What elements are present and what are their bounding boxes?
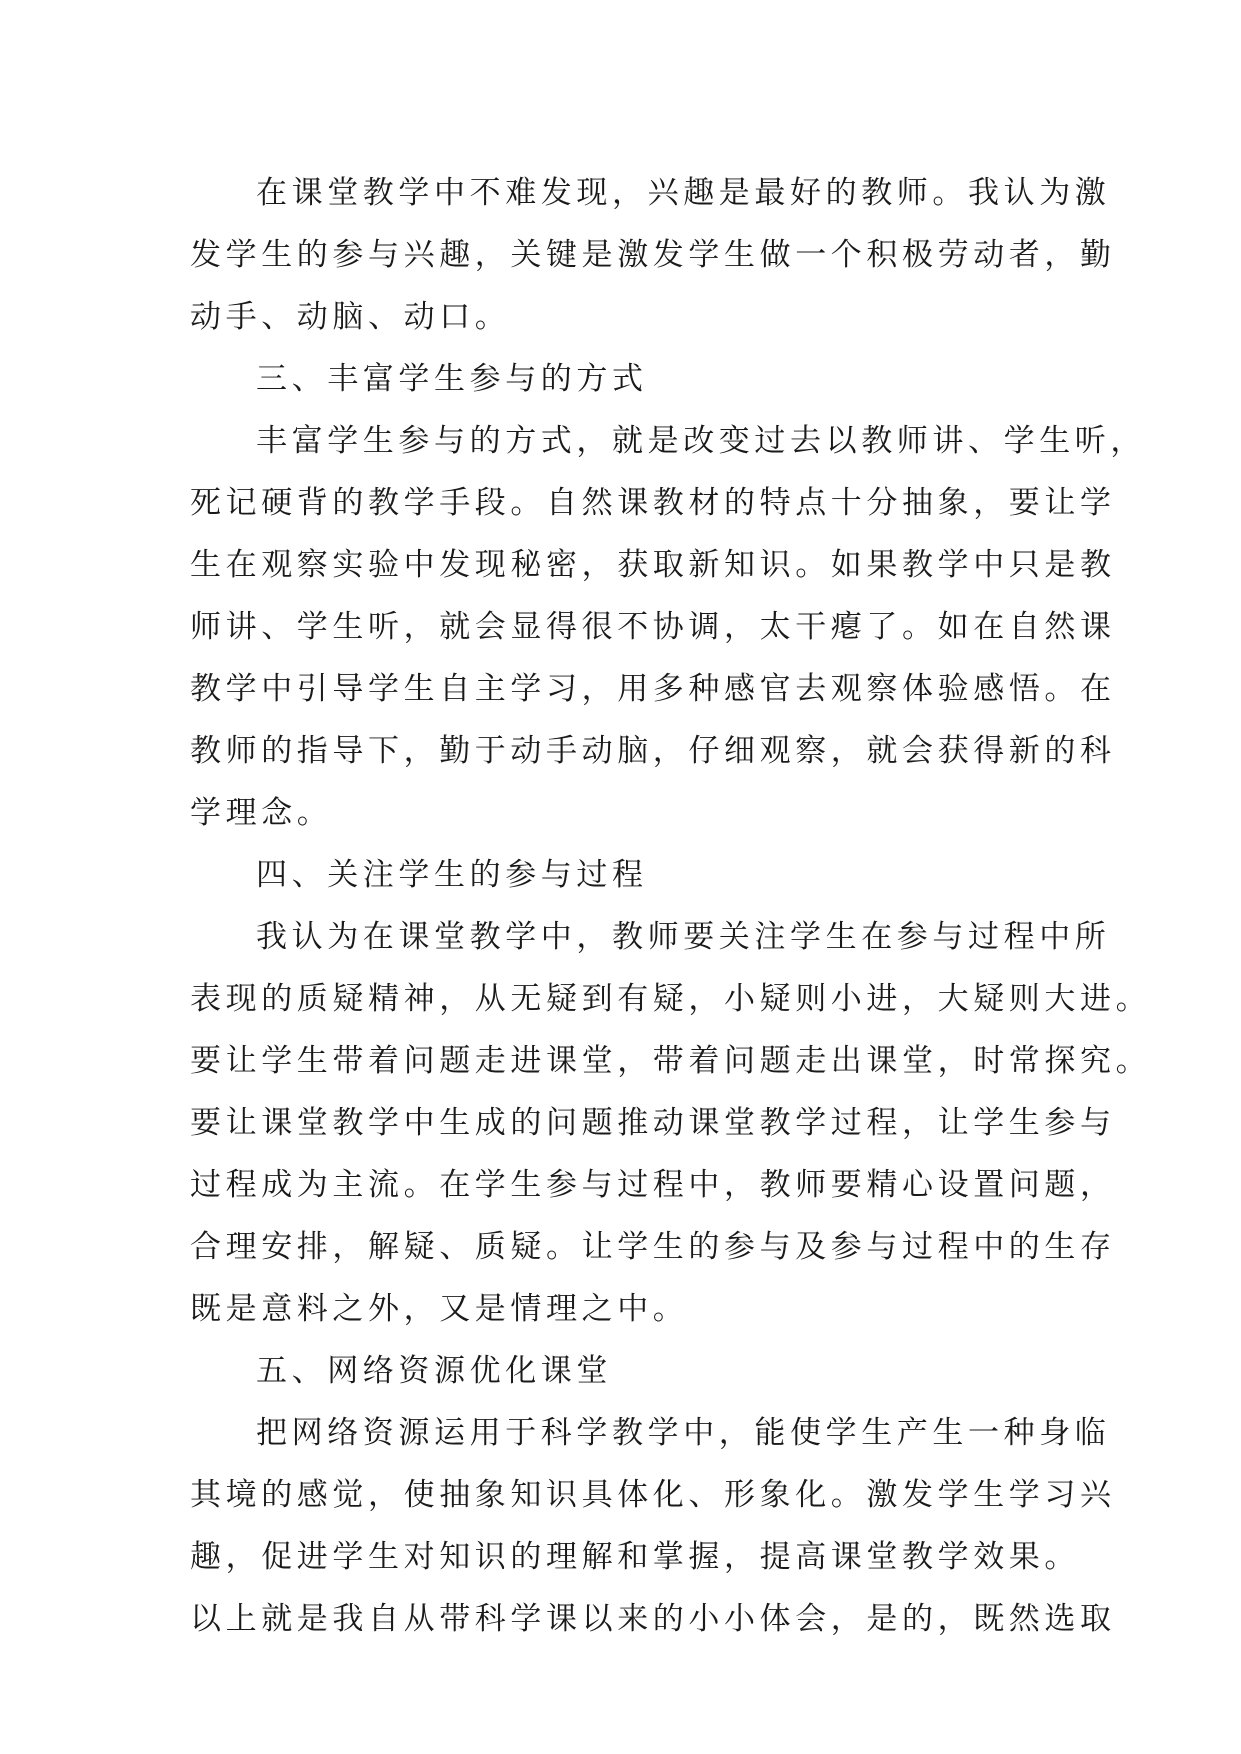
text-line: 动手、动脑、动口。 xyxy=(190,299,511,335)
section-heading-3: 三、丰富学生参与的方式 xyxy=(256,361,648,397)
document-body xyxy=(190,162,1152,1650)
text-line: 以上就是我自从带科学课以来的小小体会，是的，既然选取 xyxy=(190,1601,1116,1637)
text-line: 过程成为主流。在学生参与过程中，教师要精心设置问题， xyxy=(190,1167,1116,1203)
text-line: 教学中引导学生自主学习，用多种感官去观察体验感悟。在 xyxy=(190,671,1116,707)
text-line: 我认为在课堂教学中，教师要关注学生在参与过程中所 xyxy=(256,919,1111,955)
text-line: 既是意料之外，又是情理之中。 xyxy=(190,1291,689,1327)
section-heading-5: 五、网络资源优化课堂 xyxy=(256,1353,612,1389)
text-line: 生在观察实验中发现秘密，获取新知识。如果教学中只是教 xyxy=(190,547,1116,583)
text-line: 表现的质疑精神，从无疑到有疑，小疑则小进，大疑则大进。 xyxy=(190,981,1152,1017)
text-line: 学理念。 xyxy=(190,795,333,831)
text-line: 把网络资源运用于科学教学中，能使学生产生一种身临 xyxy=(256,1415,1111,1451)
text-line: 发学生的参与兴趣，关键是激发学生做一个积极劳动者，勤 xyxy=(190,237,1116,273)
text-line: 在课堂教学中不难发现，兴趣是最好的教师。我认为激 xyxy=(256,175,1111,211)
text-line: 教师的指导下，勤于动手动脑，仔细观察，就会获得新的科 xyxy=(190,733,1116,769)
text-line: 其境的感觉，使抽象知识具体化、形象化。激发学生学习兴 xyxy=(190,1477,1116,1513)
text-line: 趣，促进学生对知识的理解和掌握，提高课堂教学效果。 xyxy=(190,1539,1080,1575)
text-line: 要让学生带着问题走进课堂，带着问题走出课堂，时常探究。 xyxy=(190,1043,1152,1079)
text-line: 合理安排，解疑、质疑。让学生的参与及参与过程中的生存 xyxy=(190,1229,1116,1265)
text-line: 丰富学生参与的方式，就是改变过去以教师讲、学生听， xyxy=(256,423,1146,459)
text-line: 死记硬背的教学手段。自然课教材的特点十分抽象，要让学 xyxy=(190,485,1116,521)
text-line: 要让课堂教学中生成的问题推动课堂教学过程，让学生参与 xyxy=(190,1105,1116,1141)
section-heading-4: 四、关注学生的参与过程 xyxy=(256,857,648,893)
text-line: 师讲、学生听，就会显得很不协调，太干瘪了。如在自然课 xyxy=(190,609,1116,645)
